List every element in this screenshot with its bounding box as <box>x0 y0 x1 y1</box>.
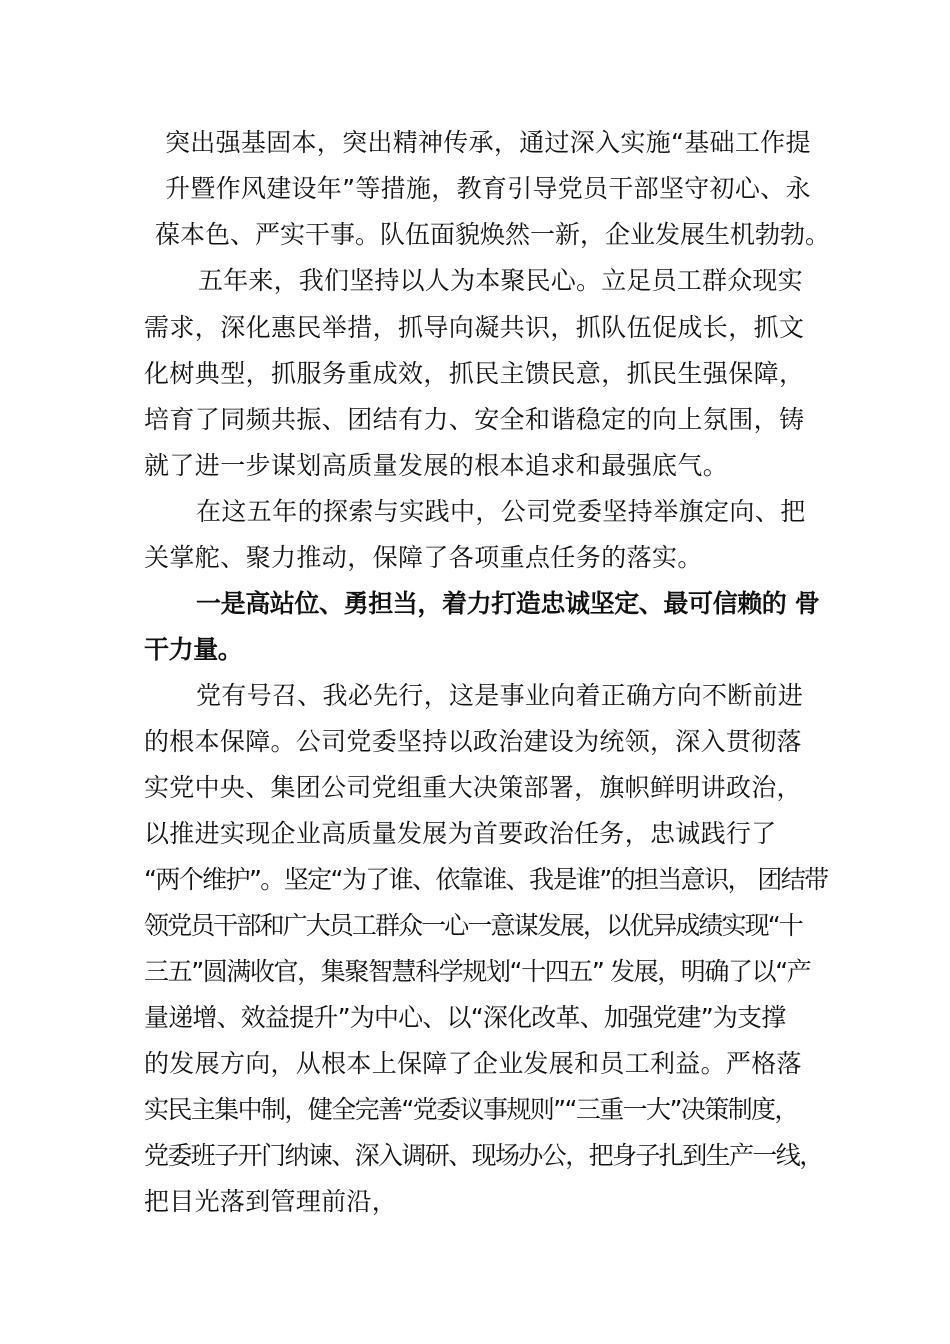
text-line: 需求，深化惠民举措，抓导向凝共识，抓队伍促成长，抓文 <box>144 313 805 342</box>
text-line: 突出强基固本，突出精神传承，通过深入实施“基础工作提 <box>165 128 811 157</box>
section-heading: 一是高站位、勇担当，着力打造忠诚坚定、最可信赖的 骨 <box>196 589 820 618</box>
text-line: 化树典型，抓服务重成效，抓民主馈民意，抓民生强保障， <box>144 359 805 388</box>
text-line: 三五”圆满收官，集聚智慧科学规划“十四五” 发展，明确了以“产 <box>144 957 811 986</box>
text-line: 实民主集中制，健全完善“党委议事规则”“三重一大”决策制度， <box>144 1095 798 1124</box>
text-line: 以推进实现企业高质量发展为首要政治任务，忠诚践行了 <box>144 819 777 848</box>
text-line: 在这五年的探索与实践中，公司党委坚持举旗定向、把 <box>196 497 806 526</box>
text-line: 葆本色、严实干事。队伍面貌焕然一新，企业发展生机勃勃。 <box>155 220 831 249</box>
text-line: 就了进一步谋划高质量发展的根本追求和最强底气。 <box>144 451 729 480</box>
text-line: 实党中央、集团公司党组重大决策部署，旗帜鲜明讲政治， <box>144 773 802 802</box>
text-line: 升暨作风建设年”等措施，教育引导党员干部坚守初心、永 <box>165 174 811 203</box>
text-line: 领党员干部和广大员工群众一心一意谋发展，以优异成绩实现“十 <box>144 911 802 940</box>
text-line: 量递增、效益提升”为中心、以“深化改革、加强党建”为支撑 <box>144 1003 786 1032</box>
text-line: 的根本保障。公司党委坚持以政治建设为统领，深入贯彻落 <box>144 727 802 756</box>
text-line: “两个维护”。坚定“为了谁、依靠谁、我是谁”的担当意识， 团结带 <box>144 865 828 894</box>
text-line: 把目光落到管理前沿， <box>144 1187 398 1216</box>
text-line: 关掌舵、聚力推动，保障了各项重点任务的落实。 <box>144 543 703 572</box>
text-line: 五年来，我们坚持以人为本聚民心。立足员工群众现实 <box>198 266 803 295</box>
text-line: 党委班子开门纳谏、深入调研、现场办公，把身子扎到生产一线， <box>144 1141 823 1170</box>
section-heading: 干力量。 <box>144 635 243 664</box>
text-line: 党有号召、我必先行，这是事业向着正确方向不断前进 <box>196 681 804 710</box>
text-line: 的发展方向，从根本上保障了企业发展和员工利益。严格落 <box>144 1049 802 1078</box>
text-line: 培育了同频共振、团结有力、安全和谐稳定的向上氛围，铸 <box>144 405 805 434</box>
